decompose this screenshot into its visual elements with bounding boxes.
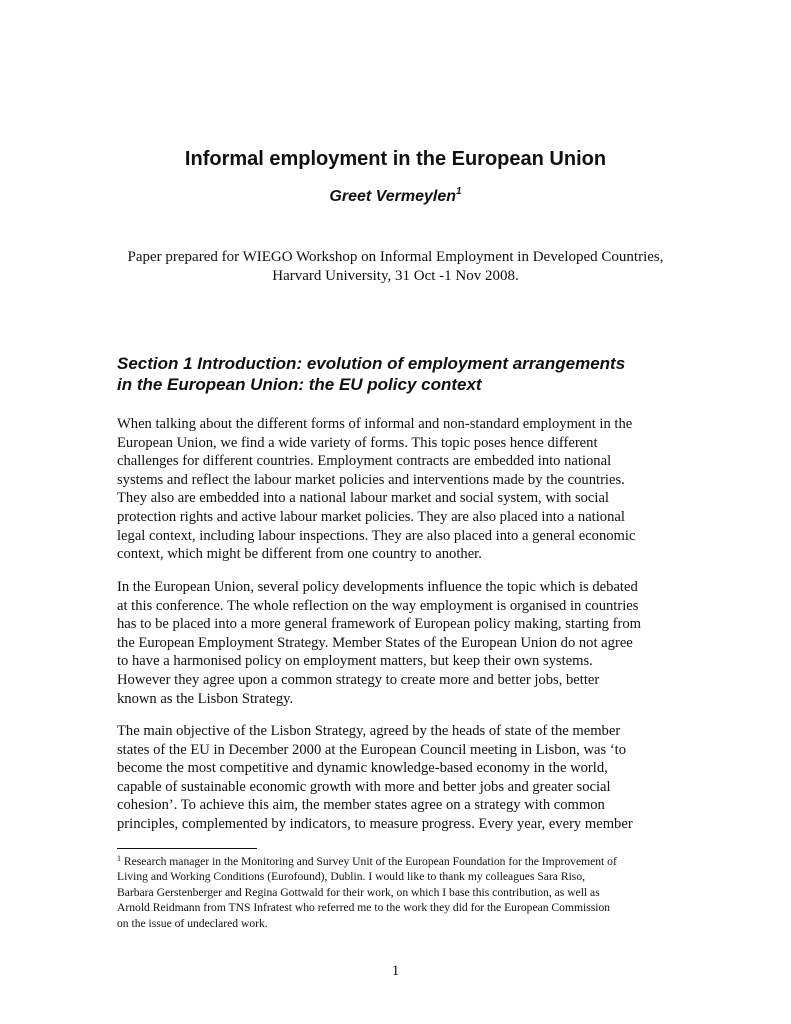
- paragraph-line: to have a harmonised policy on employment matters, but keep their own systems.: [117, 653, 593, 670]
- footnote-line: [117, 854, 697, 869]
- footnote-mark: 1: [117, 854, 121, 863]
- section-heading-line: Section 1 Introduction: evolution of employment arrangements: [117, 354, 626, 373]
- paragraph-line: has to be placed into a more general framework of European policy making, starting from: [117, 616, 641, 633]
- author-line: [0, 186, 791, 208]
- footnote-divider: [117, 848, 257, 849]
- paragraph-line: The main objective of the Lisbon Strategy, agreed by the heads of state of the member: [117, 723, 621, 739]
- paragraph-line: challenges for different countries. Employment contracts are embedded into national: [117, 453, 612, 470]
- paragraph-line: They also are embedded into a national labour market and social system, with social: [117, 490, 609, 507]
- footnote-line: on the issue of undeclared work.: [117, 916, 268, 930]
- paragraph-line: known as the Lisbon Strategy.: [117, 690, 294, 707]
- paragraph-line: legal context, including labour inspections. They are also placed into a general economic: [117, 527, 636, 544]
- footnote-line: Barbara Gerstenberger and Regina Gottwald for their work, on which I base this contribution, as well as: [117, 885, 600, 899]
- paragraph-line: systems and reflect the labour market policies and interventions made by the countries.: [117, 471, 625, 488]
- prepared-line: Harvard University, 31 Oct -1 Nov 2008.: [272, 268, 519, 284]
- paragraph-line: the European Employment Strategy. Member States of the European Union do not agree: [117, 634, 633, 651]
- paragraph-line: states of the EU in December 2000 at the European Council meeting in Lisbon, was ‘to: [117, 741, 627, 758]
- paragraph-line: become the most competitive and dynamic knowledge-based economy in the world,: [117, 760, 608, 777]
- page-number: 1: [391, 963, 400, 979]
- paragraph-line: European Union, we find a wide variety of forms. This topic poses hence different: [117, 434, 598, 451]
- body-paragraph: [117, 415, 697, 564]
- prepared-line: Paper prepared for WIEGO Workshop on Informal Employment in Developed Countries,: [127, 249, 664, 265]
- prepared-for-note: [100, 248, 691, 286]
- paragraph-line: In the European Union, several policy developments influence the topic which is debated: [117, 579, 638, 595]
- footnote-line: Arnold Reidmann from TNS Infratest who referred me to the work they did for the European Commission: [117, 901, 611, 915]
- footnote: [117, 854, 697, 931]
- paragraph-line: context, which might be different from one country to another.: [117, 546, 482, 563]
- footnote-text: Research manager in the Monitoring and Survey Unit of the European Foundation for the Improvement of: [121, 855, 617, 868]
- paragraph-line: cohesion’. To achieve this aim, the member states agree on a strategy with common: [117, 797, 605, 814]
- paragraph-line: However they agree upon a common strategy to create more and better jobs, better: [117, 671, 600, 688]
- paragraph-line: capable of sustainable economic growth with more and better jobs and greater social: [117, 778, 611, 795]
- author-name: Greet Vermeylen: [329, 188, 457, 205]
- author-footnote-mark: 1: [456, 186, 462, 197]
- paragraph-line: at this conference. The whole reflection on the way employment is organised in countries: [117, 597, 639, 614]
- section-heading: [117, 353, 697, 395]
- paragraph-line: principles, complemented by indicators, to measure progress. Every year, every member: [117, 815, 633, 832]
- section-heading-line: in the European Union: the EU policy context: [117, 375, 482, 394]
- footnote-line: Living and Working Conditions (Eurofound), Dublin. I would like to thank my colleagues Sara Riso,: [117, 870, 586, 884]
- document-title: Informal employment in the European Union: [184, 148, 607, 170]
- body-paragraph: [117, 578, 697, 708]
- paragraph-line: When talking about the different forms of informal and non-standard employment in the: [117, 416, 633, 432]
- body-paragraph: [117, 722, 697, 834]
- paragraph-line: protection rights and active labour market policies. They are also placed into a national: [117, 508, 625, 525]
